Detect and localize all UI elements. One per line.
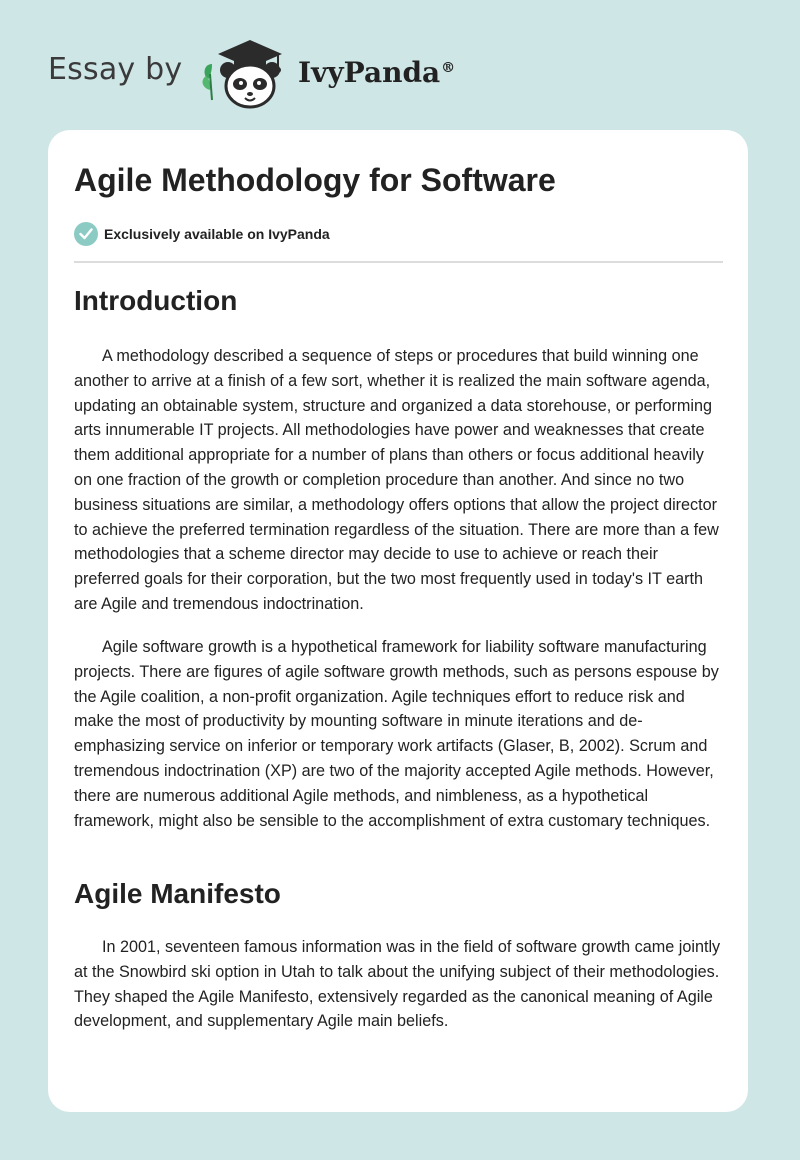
- section-heading-introduction: Introduction: [74, 285, 238, 316]
- brand-logo[interactable]: [48, 34, 468, 110]
- exclusive-label: Exclusively available on IvyPanda: [104, 226, 330, 242]
- panda-graduate-icon: [198, 34, 294, 110]
- paragraph: A methodology described a sequence of steps or procedures that build winning one another to arrive at a finish of a few sort, whether it is realized the main software agenda, updating an obtainable system, structure and organized a data storehouse, or performing arts innumerable IT projects. All methodologies have power and weaknesses that create them additional appropriate for a number of plans than others or focus additional heavily on one fraction of the growth or completion procedure than another. And since no two business situations are similar, a methodology offers options that allow the project director to achieve the preferred termination regardless of the situation. There are more than a few methodologies that a scheme director may decide to use to achieve or reach their preferred goals for their corporation, but the two most frequently used in today's IT earth are Agile and tremendous indoctrination.: [74, 347, 719, 613]
- check-circle-icon: [74, 222, 98, 246]
- divider: [74, 261, 723, 263]
- brand-prefix: Essay by: [48, 52, 183, 87]
- brand-name: IvyPanda®: [298, 56, 456, 89]
- paragraph: Agile software growth is a hypothetical framework for liability software manufacturing projects. There are figures of agile software growth methods, such as persons espouse by the Agile coalition, a non-profit organization. Agile techniques effort to reduce risk and make the most of productivity by mounting software in minute iterations and de-emphasizing service on inferior or temporary work artifacts (Glaser, B, 2002). Scrum and tremendous indoctrination (XP) are two of the majority accepted Agile methods. However, there are numerous additional Agile methods, and nimbleness, as a hypothetical framework, might also be sensible to the accomplishment of extra customary techniques.: [74, 638, 719, 830]
- exclusive-badge: [74, 222, 330, 246]
- paragraph: In 2001, seventeen famous information was in the field of software growth came jointly at the Snowbird ski option in Utah to talk about the unifying subject of their methodologies. They shaped the Agile Manifesto, extensively regarded as the canonical meaning of Agile development, and supplementary Agile main beliefs.: [74, 938, 721, 1031]
- essay-card: [48, 130, 748, 1112]
- section-heading-agile-manifesto: Agile Manifesto: [74, 878, 281, 909]
- essay-title: Agile Methodology for Software: [74, 162, 556, 198]
